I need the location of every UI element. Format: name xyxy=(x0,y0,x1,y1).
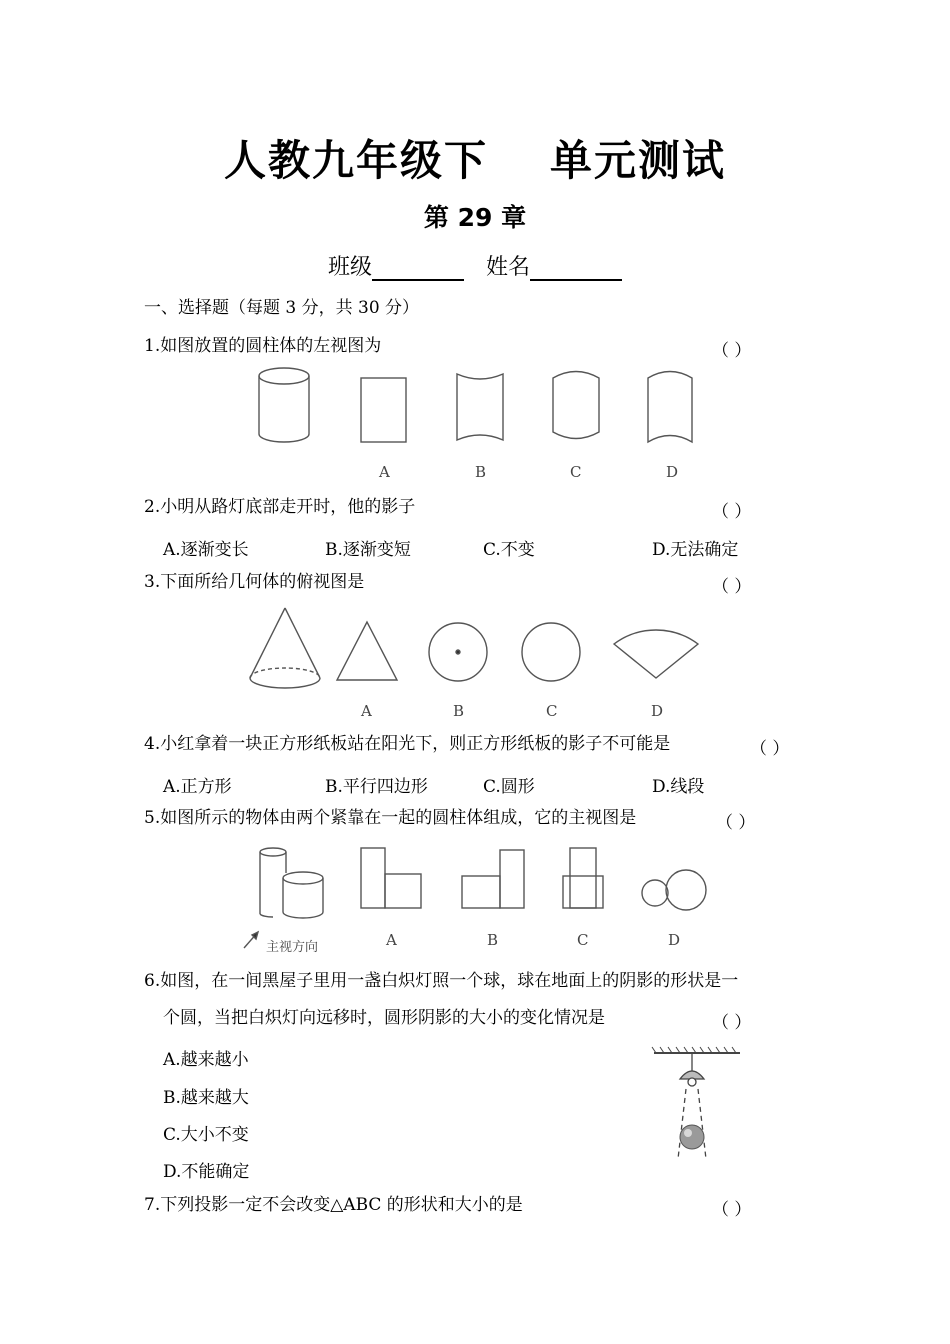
q3-label-a: A xyxy=(361,702,372,720)
question-3-figure xyxy=(245,602,715,702)
q3-label-d: D xyxy=(651,702,664,720)
q6-option-b[interactable]: B.越来越大 xyxy=(163,1088,249,1108)
q2-option-d[interactable]: D.无法确定 xyxy=(652,540,739,560)
question-1-answer[interactable]: （ ） xyxy=(712,341,752,361)
q4-option-b[interactable]: B.平行四边形 xyxy=(325,777,428,797)
q5-label-a: A xyxy=(386,931,397,949)
q5-label-d: D xyxy=(668,931,681,949)
student-info-line xyxy=(0,250,950,281)
question-3-text: 3.下面所给几何体的俯视图是 xyxy=(144,572,365,592)
q6-option-c[interactable]: C.大小不变 xyxy=(163,1125,249,1145)
q3-label-b: B xyxy=(453,702,465,720)
q2-option-c[interactable]: C.不变 xyxy=(483,540,535,560)
question-7-text: 7.下列投影一定不会改变△ABC 的形状和大小的是 xyxy=(144,1195,523,1215)
question-3-answer[interactable]: （ ） xyxy=(712,577,752,597)
q3-label-c: C xyxy=(546,702,558,720)
class-label: 班级 xyxy=(327,255,372,280)
q1-label-b: B xyxy=(475,463,487,481)
question-5-text: 5.如图所示的物体由两个紧靠在一起的圆柱体组成，它的主视图是 xyxy=(144,808,637,828)
name-label: 姓名 xyxy=(486,255,531,280)
q4-option-c[interactable]: C.圆形 xyxy=(483,777,535,797)
question-7-answer[interactable]: （ ） xyxy=(712,1200,752,1220)
class-blank[interactable] xyxy=(372,257,464,281)
page-title xyxy=(0,128,950,188)
question-5-answer[interactable]: （ ） xyxy=(716,813,756,833)
q4-option-d[interactable]: D.线段 xyxy=(652,777,705,797)
section-heading: 一、选择题（每题 3 分，共 30 分） xyxy=(144,298,420,318)
title-left: 人教九年级下 xyxy=(223,136,488,185)
q5-label-c: C xyxy=(577,931,589,949)
question-6-text-line2: 个圆，当把白炽灯向远移时，圆形阴影的大小的变化情况是 xyxy=(163,1008,605,1028)
q1-label-a: A xyxy=(379,463,390,481)
q6-option-a[interactable]: A.越来越小 xyxy=(163,1050,249,1070)
question-2-text: 2.小明从路灯底部走开时，他的影子 xyxy=(144,497,416,517)
q6-option-d[interactable]: D.不能确定 xyxy=(163,1162,250,1182)
name-blank[interactable] xyxy=(530,257,622,281)
q2-option-a[interactable]: A.逐渐变长 xyxy=(163,540,249,560)
question-2-answer[interactable]: （ ） xyxy=(712,502,752,522)
q2-option-b[interactable]: B.逐渐变短 xyxy=(325,540,411,560)
question-6-text-line1: 6.如图，在一间黑屋子里用一盏白炽灯照一个球，球在地面上的阴影的形状是一 xyxy=(144,971,739,991)
q1-label-c: C xyxy=(570,463,582,481)
question-5-figure xyxy=(240,840,710,950)
question-1-text: 1.如图放置的圆柱体的左视图为 xyxy=(144,336,382,356)
q5-label-b: B xyxy=(487,931,499,949)
q5-direction-label: 主视方向 xyxy=(266,940,319,955)
lamp-ball-figure xyxy=(650,1045,745,1165)
title-right: 单元测试 xyxy=(550,136,727,185)
q4-option-a[interactable]: A.正方形 xyxy=(163,777,232,797)
question-4-text: 4.小红拿着一块正方形纸板站在阳光下，则正方形纸板的影子不可能是 xyxy=(144,734,671,754)
q1-label-d: D xyxy=(666,463,679,481)
question-6-answer[interactable]: （ ） xyxy=(712,1013,752,1033)
question-4-answer[interactable]: （ ） xyxy=(750,739,790,759)
chapter-heading: 第 29 章 xyxy=(423,203,527,232)
